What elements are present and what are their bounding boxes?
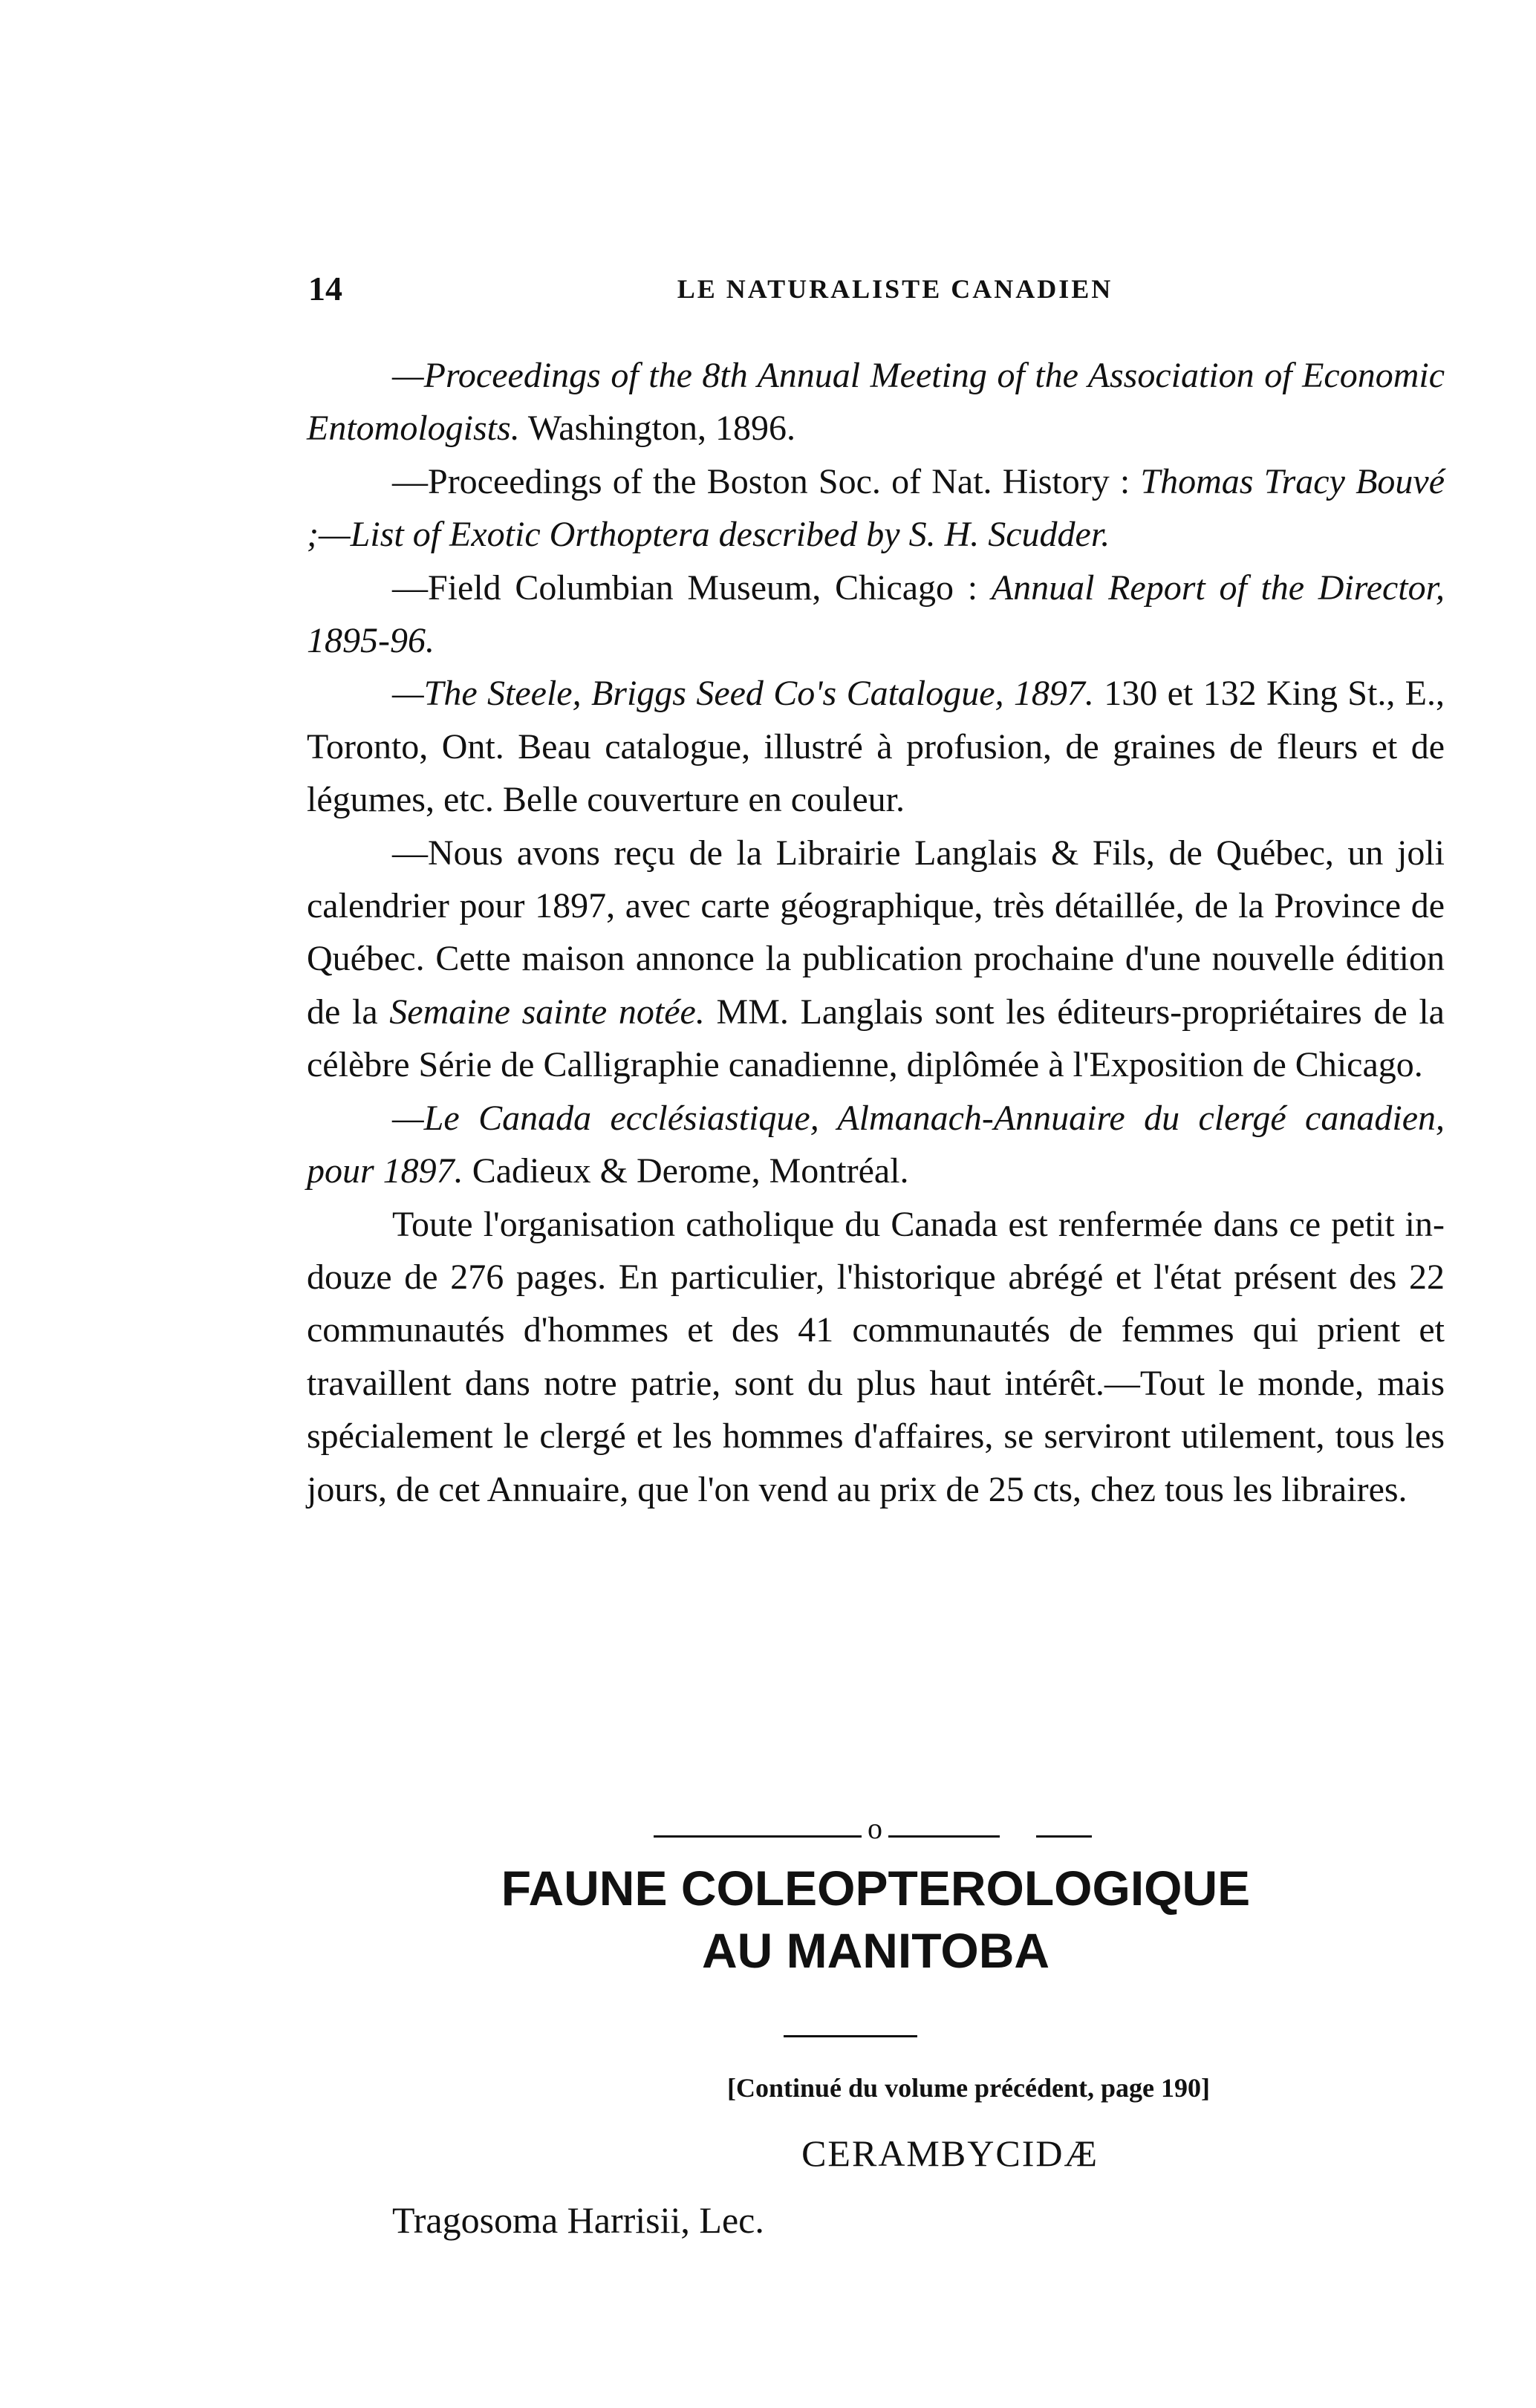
- separator-rule-tail: [1036, 1835, 1092, 1838]
- family-heading: CERAMBYCIDÆ: [801, 2132, 1099, 2174]
- paragraph: [307, 455, 1445, 562]
- separator-rule-left: [654, 1835, 862, 1838]
- separator-mark: o: [868, 1812, 882, 1845]
- paragraph: [307, 349, 1445, 455]
- page-header: [308, 269, 1445, 313]
- text-run: —Nous avons reçu de la Librairie Langlais & Fils, de Québec, un joli calendrier pour 1897, avec carte géographique, très détaillée, de la Province de Québec. Cette maison annonce la publication prochaine d'une nouvelle édition de la: [307, 833, 1445, 1032]
- italic-text: Semaine sainte notée.: [389, 992, 705, 1032]
- text-run: —Proceedings of the Boston Soc. of Nat. History :: [392, 461, 1141, 501]
- italic-text: —Le Canada ecclésiastique, Almanach-Annuaire du clergé canadien, pour 1897.: [307, 1098, 1445, 1191]
- section-title-line1: FAUNE COLEOPTEROLOGIQUE: [501, 1861, 1251, 1916]
- section-title-line2: AU MANITOBA: [701, 1923, 1050, 1978]
- text-run: Washington, 1896.: [519, 409, 795, 449]
- text-run: Cadieux & Derome, Montréal.: [463, 1151, 909, 1191]
- text-run: MM. Langlais sont les éditeurs-propriétaires de la célèbre Série de Calligraphie canadienne, diplômée à l'Exposition de Chicago.: [307, 992, 1445, 1085]
- paragraph: [307, 1092, 1445, 1198]
- italic-text: Thomas Tracy Bouvé ;—List of Exotic Orthoptera described by S. H. Scudder.: [307, 461, 1445, 555]
- separator-rule-right: [888, 1835, 1000, 1838]
- text-run: Toute l'organisation catholique du Canada est renfermée dans ce petit in-douze de 276 pages. En particulier, l'historique abrégé et l'état présent des 22 communautés d'hommes et des 41 communautés de femmes qui prient et travaillent dans notre patrie, sont du plus haut intérêt.—Tout le monde, mais spécialement le clergé et les hommes d'affaires, se serviront utilement, tous les jours, de cet Annuaire, que l'on vend au prix de 25 cts, chez tous les libraires.: [307, 1204, 1445, 1509]
- species-entry: Tragosoma Harrisii, Lec.: [392, 2199, 764, 2241]
- paragraph: [307, 827, 1445, 1092]
- italic-text: —Proceedings of the 8th Annual Meeting of the Association of Economic Entomologists.: [307, 356, 1445, 449]
- article-body: [307, 349, 1445, 1516]
- italic-text: Annual Report of the Director, 1895-96.: [307, 567, 1445, 661]
- text-run: —Field Columbian Museum, Chicago :: [392, 567, 992, 608]
- title-underline: [784, 2035, 917, 2037]
- continued-note: [Continué du volume précédent, page 190]: [727, 2073, 1210, 2103]
- italic-text: —The Steele, Briggs Seed Co's Catalogue, 1897.: [392, 674, 1094, 714]
- paragraph: [307, 667, 1445, 826]
- paragraph: [307, 562, 1445, 668]
- text-run: 130 et 132 King St., E., Toronto, Ont. Beau catalogue, illustré à profusion, de graines de fleurs et de légumes, etc. Belle couverture en couleur.: [307, 674, 1445, 820]
- running-title: LE NATURALISTE CANADIEN: [677, 274, 1113, 304]
- page-number: 14: [308, 270, 342, 307]
- paragraph: [307, 1198, 1445, 1516]
